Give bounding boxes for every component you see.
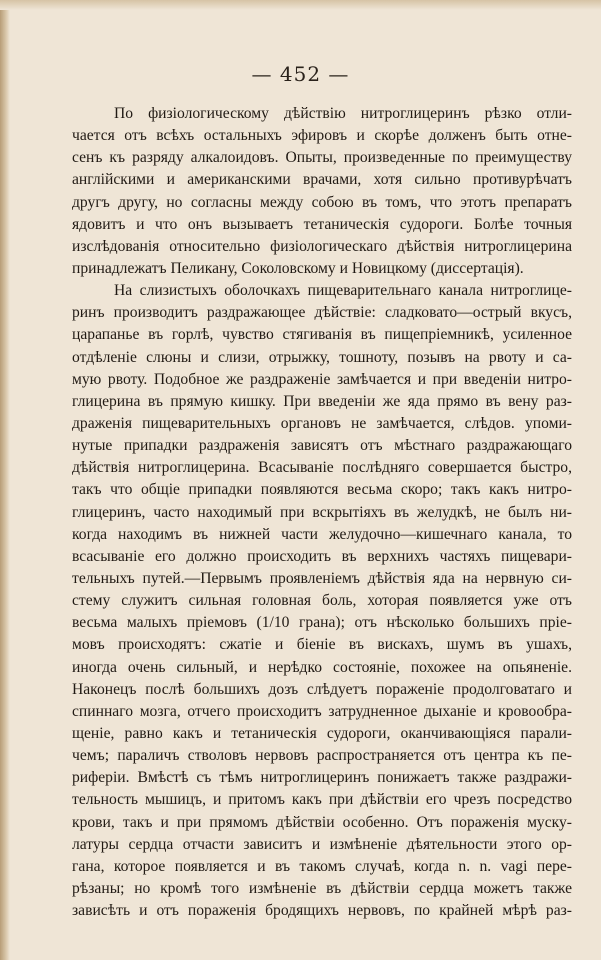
text-line: дѣйствiя нитроглицерина. Всасыванiе послѣдняго совершается быстро,	[72, 459, 572, 477]
text-line: стему служитъ сильная головная боль, хоторая появляется уже отъ	[72, 592, 572, 610]
page-binding-edge	[0, 0, 10, 960]
text-line: принадлежатъ Пеликану, Соколовскому и Новицкому (диссертацiя).	[72, 259, 524, 277]
text-line: крови, такъ и при прямомъ дѣйствiи особенно. Отъ пораженiя муску-	[72, 813, 572, 831]
text-line: такъ что общiе припадки появляются весьма скоро; такъ какъ нитро-	[72, 481, 572, 499]
text-line: всасыванiе его должно происходить въ верхнихъ частяхъ пищевари-	[72, 547, 572, 565]
text-line: тельность мышицъ, и притомъ какъ при дѣйствiи его чрезъ посредство	[72, 791, 572, 809]
text-line: весьма малыхъ прiемовъ (1/10 грана); отъ нѣсколько большихъ прiе-	[72, 614, 572, 632]
text-line: царапанье въ горлѣ, чувство стягиванiя въ пищепрiемникѣ, усиленное	[72, 326, 572, 344]
text-line: мовъ происходятъ: сжатiе и бiенiе въ вискахъ, шумъ въ ушахъ,	[72, 636, 572, 654]
text-line: сенъ къ разряду алкалоидовъ. Опыты, произведенные по преимуществу	[72, 149, 572, 167]
text-line: латуры сердца отчасти зависитъ и измѣненiе дѣятельности этого ор-	[72, 835, 572, 853]
text-line: англiйскими и американскими врачами, хотя сильно противурѣчатъ	[72, 171, 572, 189]
page-number: — 452 —	[251, 62, 350, 86]
text-line: мую рвоту. Подобное же раздраженiе замѣчается и при введенiи нитро-	[72, 370, 572, 388]
text-line: когда находимъ въ нижней части желудочно—кишечнаго канала, то	[72, 525, 572, 543]
text-line: чемъ; параличъ стволовъ нервовъ распространяется отъ центра къ пе-	[72, 747, 572, 765]
text-line: другъ другу, но согласны между собою въ томъ, что этотъ препаратъ	[72, 193, 572, 211]
text-line: драженiя пищеварительныхъ органовъ не замѣчается, слѣдов. упоми-	[72, 414, 572, 432]
text-line: иногда очень сильный, и нерѣдко состоянiе, похожее на опьяненiе.	[72, 658, 572, 676]
text-line: глицерина въ прямую кишку. При введенiи же яда прямо въ вену раз-	[72, 392, 572, 410]
body-text	[72, 103, 572, 922]
text-line: нутые припадки раздраженiя зависятъ отъ мѣстнаго раздражающаго	[72, 437, 572, 455]
text-line: По физiологическому дѣйствiю нитроглицеринъ рѣзко отли-	[114, 105, 572, 122]
text-line: глицеринъ, часто находимый при вскрытiяхъ въ желудкѣ, не былъ ни-	[72, 503, 572, 521]
text-line: На слизистыхъ оболочкахъ пищеварительнаго канала нитроглице-	[114, 282, 572, 300]
text-line: щенiе, равно какъ и тетаническiя судороги, оканчивающiяся парали-	[72, 724, 572, 742]
text-line: тельныхъ путей.—Первымъ проявленiемъ дѣйствiя яда на нервную си-	[72, 569, 572, 587]
text-line: изслѣдованiя относительно физiологическаго дѣйствiя нитроглицерина	[72, 237, 572, 255]
text-line: ринъ производитъ раздражающее дѣйствiе: сладковато—острый вкусъ,	[72, 304, 572, 322]
page-top-edge	[0, 0, 601, 10]
text-line: отдѣленiе слюны и слизи, отрыжку, тошноту, позывъ на рвоту и са-	[72, 348, 572, 366]
text-line: риферiи. Вмѣстѣ съ тѣмъ нитроглицеринъ понижаетъ также раздражи-	[72, 769, 572, 787]
text-line: гана, которое появляется и въ такомъ случаѣ, когда n. n. vagi пере-	[72, 857, 572, 875]
text-line: Наконецъ послѣ большихъ дозъ слѣдуетъ пораженiе продолговатаго и	[72, 680, 572, 698]
text-line: спиннаго мозга, отчего происходитъ затрудненное дыханiе и кровообра-	[72, 702, 572, 720]
text-line: зависѣть и отъ пораженiя бродящихъ нервовъ, по крайней мѣрѣ раз-	[72, 902, 572, 920]
text-line: рѣзаны; но кромѣ того измѣненiе въ дѣйствiи сердца можетъ также	[72, 879, 572, 897]
text-line: ядовитъ и что онъ вызываетъ тетаническiя судороги. Болѣе точныя	[72, 215, 572, 233]
text-line: чается отъ всѣхъ остальныхъ эфировъ и скорѣе долженъ быть отне-	[72, 127, 572, 145]
